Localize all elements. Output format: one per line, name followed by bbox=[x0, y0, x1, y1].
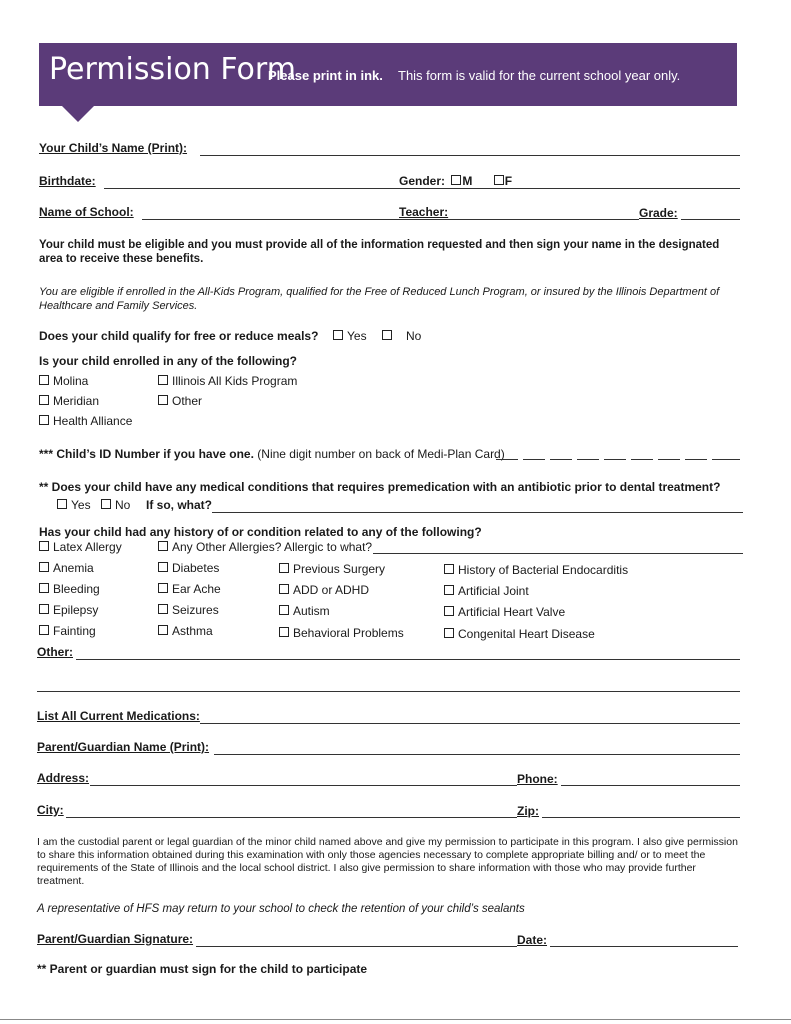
checkbox[interactable] bbox=[279, 584, 289, 594]
banner-pointer bbox=[62, 106, 94, 122]
history-behavioral-problems[interactable] bbox=[279, 626, 404, 640]
id-digit[interactable] bbox=[496, 459, 518, 460]
meals-question: Does your child qualify for free or reduce meals? bbox=[39, 329, 319, 343]
history-previous-surgery[interactable] bbox=[279, 562, 385, 576]
form-title: Permission Form bbox=[49, 52, 296, 87]
premed-question: ** Does your child have any medical conditions that requires premedication with an antibiotic prior to dental treatment? bbox=[39, 480, 721, 494]
option-label: Behavioral Problems bbox=[293, 626, 404, 640]
history-add-adhd[interactable] bbox=[279, 583, 369, 597]
premed-details-field[interactable] bbox=[212, 512, 743, 513]
checkbox[interactable] bbox=[158, 375, 168, 385]
checkbox[interactable] bbox=[158, 625, 168, 635]
id-digit[interactable] bbox=[712, 459, 740, 460]
gender-label: Gender: bbox=[399, 174, 446, 188]
id-number-label bbox=[39, 447, 505, 461]
history-asthma[interactable] bbox=[158, 624, 213, 638]
option-label: Any Other Allergies? Allergic to what? bbox=[172, 540, 373, 554]
history-other-allergies[interactable] bbox=[158, 540, 372, 554]
option-label: Autism bbox=[293, 604, 330, 618]
other-conditions-field-2[interactable] bbox=[37, 691, 740, 692]
signature-required-note: ** Parent or guardian must sign for the child to participate bbox=[37, 962, 368, 976]
id-digit[interactable] bbox=[685, 459, 707, 460]
premed-yes-checkbox[interactable] bbox=[57, 499, 67, 509]
enroll-option-other[interactable] bbox=[158, 394, 202, 408]
history-bacterial-endocarditis[interactable] bbox=[444, 563, 628, 577]
enrollment-question: Is your child enrolled in any of the following? bbox=[39, 354, 298, 368]
checkbox[interactable] bbox=[444, 564, 454, 574]
date-label: Date: bbox=[517, 933, 550, 947]
checkbox[interactable] bbox=[39, 604, 49, 614]
history-epilepsy[interactable] bbox=[39, 603, 98, 617]
enroll-option-health-alliance[interactable] bbox=[39, 414, 132, 428]
option-label: Anemia bbox=[53, 561, 94, 575]
id-digit[interactable] bbox=[523, 459, 545, 460]
checkbox[interactable] bbox=[444, 628, 454, 638]
allergies-details-field[interactable] bbox=[373, 553, 743, 554]
checkbox[interactable] bbox=[39, 375, 49, 385]
option-label: Fainting bbox=[53, 624, 96, 638]
premed-yes-label: Yes bbox=[71, 498, 91, 512]
history-ear-ache[interactable] bbox=[158, 582, 221, 596]
premed-yes-option[interactable] bbox=[57, 498, 91, 512]
other-conditions-label: Other: bbox=[37, 645, 73, 659]
city-field[interactable] bbox=[66, 817, 740, 818]
checkbox[interactable] bbox=[39, 562, 49, 572]
medications-field[interactable] bbox=[200, 723, 740, 724]
hfs-note: A representative of HFS may return to your school to check the retention of your child’s sealants bbox=[37, 903, 525, 915]
option-label: Molina bbox=[53, 374, 89, 388]
option-label: Health Alliance bbox=[53, 414, 133, 428]
city-label: City: bbox=[37, 803, 64, 817]
history-artificial-joint[interactable] bbox=[444, 584, 529, 598]
enroll-option-all-kids[interactable] bbox=[158, 374, 297, 388]
page-edge bbox=[0, 1019, 791, 1020]
premed-no-checkbox[interactable] bbox=[101, 499, 111, 509]
option-label: Artificial Heart Valve bbox=[458, 605, 566, 619]
option-label: Illinois All Kids Program bbox=[172, 374, 298, 388]
zip-label: Zip: bbox=[517, 804, 542, 818]
option-label: Congenital Heart Disease bbox=[458, 627, 595, 641]
other-conditions-field[interactable] bbox=[76, 659, 740, 660]
history-diabetes[interactable] bbox=[158, 561, 219, 575]
birthdate-field[interactable] bbox=[104, 188, 740, 189]
checkbox[interactable] bbox=[158, 395, 168, 405]
teacher-label: Teacher: bbox=[399, 205, 451, 219]
signature-field[interactable] bbox=[196, 946, 738, 947]
id-digit[interactable] bbox=[577, 459, 599, 460]
history-seizures[interactable] bbox=[158, 603, 219, 617]
option-label: Diabetes bbox=[172, 561, 220, 575]
enroll-option-molina[interactable] bbox=[39, 374, 88, 388]
option-label: ADD or ADHD bbox=[293, 583, 370, 597]
checkbox[interactable] bbox=[279, 605, 289, 615]
checkbox[interactable] bbox=[39, 583, 49, 593]
gender-m-checkbox[interactable] bbox=[451, 175, 461, 185]
grade-label: Grade: bbox=[639, 206, 681, 220]
option-label: Meridian bbox=[53, 394, 100, 408]
enroll-option-meridian[interactable] bbox=[39, 394, 99, 408]
id-digit[interactable] bbox=[550, 459, 572, 460]
premed-no-label: No bbox=[115, 498, 131, 512]
meals-yes-checkbox[interactable] bbox=[333, 330, 343, 340]
id-digit[interactable] bbox=[631, 459, 653, 460]
meals-no-checkbox[interactable] bbox=[382, 330, 392, 340]
gender-f-label: F bbox=[504, 174, 513, 188]
option-label: Bleeding bbox=[53, 582, 100, 596]
checkbox[interactable] bbox=[158, 604, 168, 614]
option-label: Artificial Joint bbox=[458, 584, 529, 598]
consent-text: I am the custodial parent or legal guardian of the minor child named above and give my permission to participate in this program. I also give permission to share this information obtained during this examination with only those agencies necessary to complete appropriate billing and/ or to meet the requirements of the State of Illinois and the local school district. I also give permission to share information with those who may provide further treatment. bbox=[37, 836, 738, 887]
eligibility-criteria: You are eligible if enrolled in the All-Kids Program, qualified for the Free of Reduced Lunch Program, or insured by the Illinois Department of Healthcare and Family Services. bbox=[39, 286, 720, 312]
checkbox[interactable] bbox=[279, 627, 289, 637]
child-name-field[interactable] bbox=[200, 155, 740, 156]
option-label: Asthma bbox=[172, 624, 213, 638]
history-latex-allergy[interactable] bbox=[39, 540, 122, 554]
gender-group bbox=[399, 174, 516, 188]
gender-f-checkbox[interactable] bbox=[494, 175, 504, 185]
checkbox[interactable] bbox=[279, 563, 289, 573]
guardian-name-field[interactable] bbox=[214, 754, 740, 755]
option-label: History of Bacterial Endocarditis bbox=[458, 563, 629, 577]
address-label: Address: bbox=[37, 771, 90, 785]
option-label: Seizures bbox=[172, 603, 219, 617]
checkbox[interactable] bbox=[39, 395, 49, 405]
guardian-name-label: Parent/Guardian Name (Print): bbox=[37, 740, 210, 754]
checkbox[interactable] bbox=[158, 562, 168, 572]
history-congenital-heart-disease[interactable] bbox=[444, 627, 595, 641]
id-digit[interactable] bbox=[604, 459, 626, 460]
print-instruction: Please print in ink. bbox=[268, 68, 383, 83]
meals-no-label: No bbox=[406, 329, 422, 343]
child-name-label: Your Child’s Name (Print): bbox=[39, 141, 188, 155]
medications-label: List All Current Medications: bbox=[37, 709, 200, 723]
history-fainting[interactable] bbox=[39, 624, 96, 638]
id-digit[interactable] bbox=[658, 459, 680, 460]
phone-label: Phone: bbox=[517, 772, 561, 786]
checkbox[interactable] bbox=[39, 541, 49, 551]
birthdate-label: Birthdate: bbox=[39, 174, 96, 188]
checkbox[interactable] bbox=[158, 583, 168, 593]
option-label: Ear Ache bbox=[172, 582, 221, 596]
meals-no-option[interactable] bbox=[382, 329, 421, 343]
history-artificial-heart-valve[interactable] bbox=[444, 605, 565, 619]
premed-no-option[interactable] bbox=[101, 498, 130, 512]
checkbox[interactable] bbox=[444, 606, 454, 616]
history-bleeding[interactable] bbox=[39, 582, 100, 596]
validity-note: This form is valid for the current school year only. bbox=[398, 68, 681, 83]
premed-if-so-label: If so, what? bbox=[146, 498, 212, 512]
checkbox[interactable] bbox=[158, 541, 168, 551]
option-label: Other bbox=[172, 394, 203, 408]
signature-label: Parent/Guardian Signature: bbox=[37, 932, 194, 946]
address-field[interactable] bbox=[90, 785, 740, 786]
eligibility-requirement: Your child must be eligible and you must provide all of the information requested and then sign your name in the designated area to receive these benefits. bbox=[39, 239, 720, 265]
meals-yes-label: Yes bbox=[347, 329, 367, 343]
checkbox[interactable] bbox=[39, 415, 49, 425]
checkbox[interactable] bbox=[444, 585, 454, 595]
history-autism[interactable] bbox=[279, 604, 330, 618]
checkbox[interactable] bbox=[39, 625, 49, 635]
id-number-label-bold: *** Child’s ID Number if you have one. bbox=[39, 447, 254, 461]
school-label: Name of School: bbox=[39, 205, 134, 219]
option-label: Latex Allergy bbox=[53, 540, 122, 554]
gender-m-label: M bbox=[462, 174, 473, 188]
option-label: Previous Surgery bbox=[293, 562, 386, 576]
option-label: Epilepsy bbox=[53, 603, 99, 617]
history-anemia[interactable] bbox=[39, 561, 94, 575]
history-question: Has your child had any history of or condition related to any of the following? bbox=[39, 525, 482, 539]
meals-yes-option[interactable] bbox=[333, 329, 367, 343]
id-number-hint: (Nine digit number on back of Medi-Plan Card) bbox=[257, 447, 505, 461]
